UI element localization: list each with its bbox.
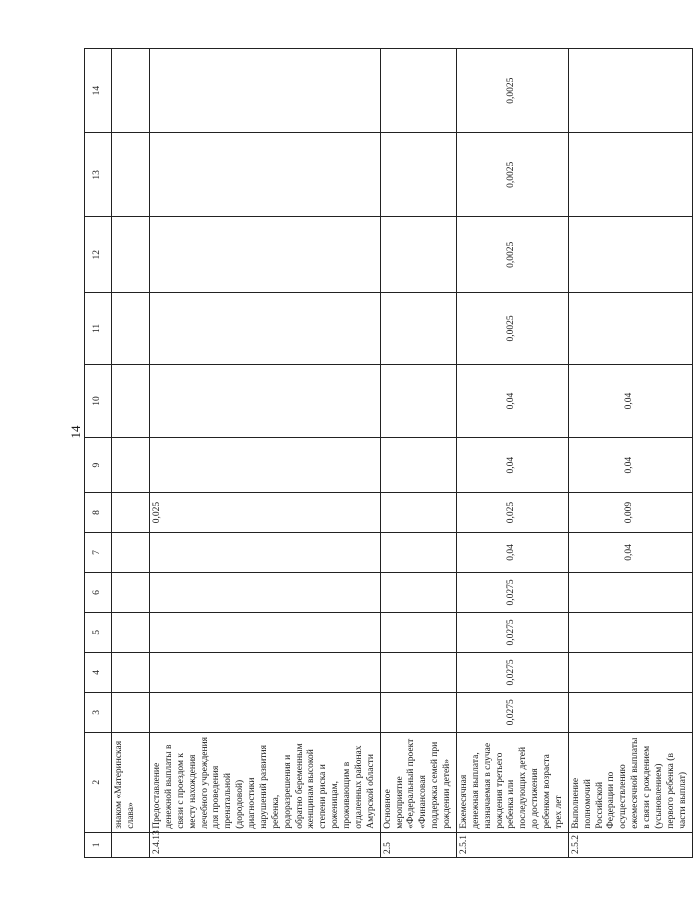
table-cell (150, 364, 381, 438)
col-header: 10 (85, 364, 112, 438)
table-row (456, 49, 568, 858)
table-cell (150, 49, 381, 133)
col-header: 7 (85, 532, 112, 572)
table-cell (380, 293, 456, 365)
table-row (568, 49, 692, 858)
col-header: 13 (85, 133, 112, 217)
table-cell (112, 364, 150, 438)
table-cell (150, 652, 381, 692)
col-header: 3 (85, 692, 112, 732)
row-id: 2.5 (380, 832, 456, 857)
table-cell (112, 217, 150, 293)
table-cell (112, 49, 150, 133)
table-cell: 0,04 (568, 438, 692, 493)
rotated-table-container (84, 48, 688, 858)
data-table (84, 48, 693, 858)
table-cell (150, 438, 381, 493)
table-cell: 0,0025 (456, 133, 568, 217)
col-header: 11 (85, 293, 112, 365)
row-name: Выполнение полномочий Российской Федерации по осуществлению ежемесячной выплаты в связи с рождением (усыновлением) первого ребенка (в части выплат) (568, 732, 692, 832)
table-cell: 0,0275 (456, 652, 568, 692)
col-header: 14 (85, 49, 112, 133)
row-id: 2.5.2 (568, 832, 692, 857)
table-cell: 0,009 (568, 493, 692, 533)
table-row (150, 49, 381, 858)
table-cell: 0,0275 (456, 572, 568, 612)
table-cell (380, 493, 456, 533)
table-cell (112, 493, 150, 533)
table-cell (568, 49, 692, 133)
table-cell (568, 652, 692, 692)
row-name: Ежемесячная денежная выплата, назначаемая в случае рождения третьего ребенка или последующих детей до достижения ребенком возраста трех лет (456, 732, 568, 832)
col-header: 1 (85, 832, 112, 857)
row-id (112, 832, 150, 857)
table-cell (112, 612, 150, 652)
row-name: знаком «Материнская слава» (112, 732, 150, 832)
table-cell (150, 133, 381, 217)
table-cell (380, 364, 456, 438)
table-cell (150, 572, 381, 612)
table-cell: 0,04 (456, 364, 568, 438)
table-cell (380, 532, 456, 572)
row-id: 2.5.1 (456, 832, 568, 857)
table-cell: 0,04 (456, 532, 568, 572)
table-row (112, 49, 150, 858)
table-cell: 0,04 (568, 532, 692, 572)
table-cell: 0,025 (456, 493, 568, 533)
table-cell (150, 692, 381, 732)
page-number: 14 (68, 425, 83, 439)
table-cell (112, 133, 150, 217)
table-cell (112, 692, 150, 732)
table-cell (568, 572, 692, 612)
row-name: Предоставление денежной выплаты в связи с проездом к месту нахождения лечебного учреждения для проведения пренатальной (дородовой) диагностики нарушений развития ребенка, родоразрешения и обратно беременным женщинам высокой степени риска и роженицам, проживающим в отдаленных районах Амурской области (150, 732, 381, 832)
table-cell (568, 692, 692, 732)
table-cell: 0,0025 (456, 217, 568, 293)
table-cell (568, 217, 692, 293)
table-cell (150, 532, 381, 572)
row-name: Основное мероприятие «Федеральный проект «Финансовая поддержка семей при рождении детей» (380, 732, 456, 832)
table-cell (568, 133, 692, 217)
table-cell (380, 692, 456, 732)
table-cell (380, 217, 456, 293)
table-cell (112, 532, 150, 572)
table-cell: 0,0275 (456, 692, 568, 732)
table-cell (380, 438, 456, 493)
table-cell (112, 652, 150, 692)
table-cell: 0,025 (150, 493, 381, 533)
table-cell (568, 612, 692, 652)
col-header: 4 (85, 652, 112, 692)
table-cell (568, 293, 692, 365)
table-cell (150, 612, 381, 652)
table-cell: 0,0025 (456, 49, 568, 133)
col-header: 12 (85, 217, 112, 293)
table-cell: 0,0025 (456, 293, 568, 365)
table-cell (112, 293, 150, 365)
table-cell (150, 217, 381, 293)
table-cell (112, 572, 150, 612)
table-cell (380, 133, 456, 217)
table-cell: 0,0275 (456, 612, 568, 652)
table-cell (380, 49, 456, 133)
table-cell: 0,04 (456, 438, 568, 493)
table-cell (150, 293, 381, 365)
table-cell (380, 572, 456, 612)
table-cell: 0,04 (568, 364, 692, 438)
row-id: 2.4.13 (150, 832, 381, 857)
table-row (380, 49, 456, 858)
table-cell (112, 438, 150, 493)
col-header: 6 (85, 572, 112, 612)
header-row (85, 49, 112, 858)
col-header: 8 (85, 493, 112, 533)
col-header: 5 (85, 612, 112, 652)
table-cell (380, 652, 456, 692)
table-cell (380, 612, 456, 652)
col-header: 9 (85, 438, 112, 493)
col-header: 2 (85, 732, 112, 832)
